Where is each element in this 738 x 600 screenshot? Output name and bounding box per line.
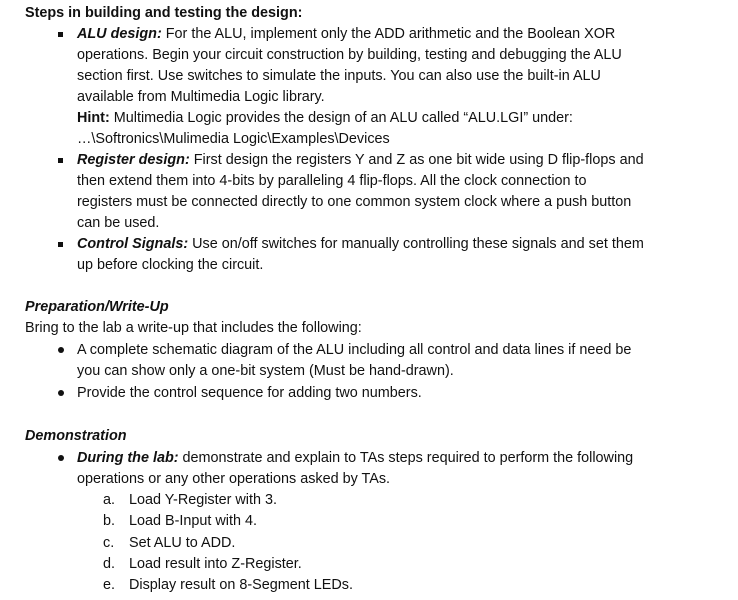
demo-step-text: Load Y-Register with 3. (129, 492, 277, 508)
register-lead: Register design: (77, 152, 190, 168)
alu-line-1 (77, 24, 615, 45)
demo-step-text: Set ALU to ADD. (129, 535, 236, 551)
control-line-2: up before clocking the circuit. (77, 257, 264, 273)
prep-item-2: Provide the control sequence for adding two numbers. (77, 385, 422, 401)
control-lead: Control Signals: (77, 236, 189, 252)
alu-lead: ALU design: (77, 26, 162, 42)
register-line-3: registers must be connected directly to one common system clock where a push button (77, 194, 632, 210)
demo-step-marker: c. (103, 535, 115, 551)
alu-line-3: section first. Use switches to simulate the inputs. You can also use the built-in ALU (77, 68, 601, 84)
control-text-1: Use on/off switches for manually controlling these signals and set them (188, 236, 644, 252)
demo-heading: Demonstration (25, 428, 127, 444)
hint-path: …\Softronics\Mulimedia Logic\Examples\Devices (77, 131, 390, 147)
square-bullet-icon (58, 242, 63, 247)
demo-line-2: operations or any other operations asked by TAs. (77, 471, 391, 487)
prep-item-1-line-2: you can show only a one-bit system (Must be hand-drawn). (77, 363, 454, 379)
demo-step-marker: d. (103, 556, 116, 572)
square-bullet-icon (58, 158, 63, 163)
demo-step-text: Load B-Input with 4. (129, 513, 257, 529)
dot-bullet-icon (58, 390, 64, 396)
square-bullet-icon (58, 32, 63, 37)
alu-line-2: operations. Begin your circuit construction by building, testing and debugging the ALU (77, 47, 622, 63)
register-line-4: can be used. (77, 215, 160, 231)
alu-text-1: For the ALU, implement only the ADD arithmetic and the Boolean XOR (161, 26, 616, 42)
control-line-1 (77, 234, 644, 255)
demo-step-text: Display result on 8-Segment LEDs. (129, 577, 353, 593)
register-text-1: First design the registers Y and Z as one bit wide using D flip-flops and (189, 152, 644, 168)
register-line-1 (77, 150, 644, 171)
demo-step-marker: a. (103, 492, 116, 508)
alu-line-4: available from Multimedia Logic library. (77, 89, 325, 105)
demo-step-marker: e. (103, 577, 116, 593)
dot-bullet-icon (58, 455, 64, 461)
demo-line-1 (77, 448, 633, 469)
prep-item-1-line-1: A complete schematic diagram of the ALU including all control and data lines if need be (77, 342, 632, 358)
hint-label: Hint: (77, 110, 110, 126)
steps-heading: Steps in building and testing the design: (25, 5, 303, 21)
demo-step-marker: b. (103, 513, 116, 529)
hint-line-1 (77, 108, 573, 129)
demo-text-1: demonstrate and explain to TAs steps required to perform the following (178, 450, 634, 466)
prep-intro: Bring to the lab a write-up that includes the following: (25, 320, 362, 336)
demo-step-text: Load result into Z-Register. (129, 556, 302, 572)
prep-heading: Preparation/Write-Up (25, 299, 169, 315)
hint-text-1: Multimedia Logic provides the design of an ALU called “ALU.LGI” under: (109, 110, 573, 126)
register-line-2: then extend them into 4-bits by paralleling 4 flip-flops. All the clock connection to (77, 173, 587, 189)
demo-lead: During the lab: (77, 450, 179, 466)
dot-bullet-icon (58, 347, 64, 353)
